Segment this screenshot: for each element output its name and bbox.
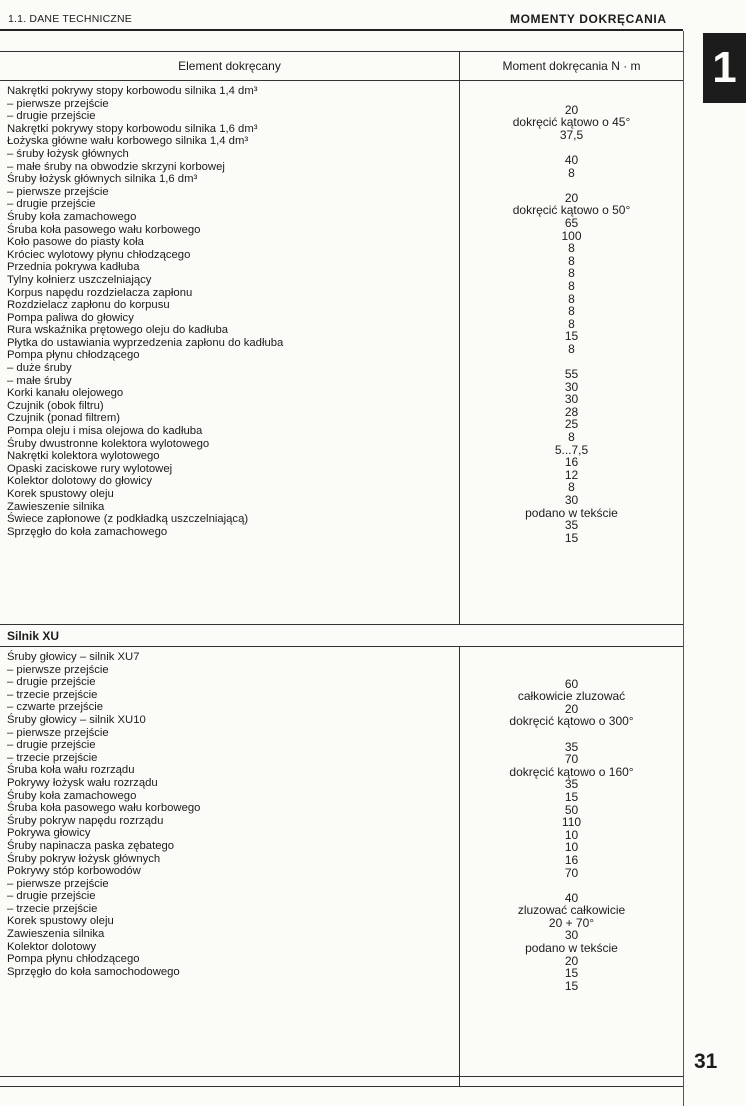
element-name: Śruby głowicy – silnik XU10 bbox=[7, 713, 146, 726]
element-name: Sprzęgło do koła samochodowego bbox=[7, 965, 180, 978]
element-name: Zawieszenie silnika bbox=[7, 500, 105, 513]
element-name: Pokrywy łożysk wału rozrządu bbox=[7, 776, 158, 789]
element-name: Płytka do ustawiania wyprzedzenia zapłonu do kadłuba bbox=[7, 336, 284, 349]
element-name: Rura wskaźnika prętowego oleju do kadłuba bbox=[7, 324, 229, 337]
element-name: Śruby głowicy – silnik XU7 bbox=[7, 651, 140, 663]
torque-value: 30 bbox=[564, 379, 579, 394]
element-name: Korpus napędu rozdzielacza zapłonu bbox=[7, 286, 193, 299]
margin-rule bbox=[683, 31, 684, 1106]
element-name: – śruby łożysk głównych bbox=[7, 147, 129, 160]
torque-value: 5...7,5 bbox=[554, 442, 589, 457]
element-name: – małe śruby na obwodzie skrzyni korbowej bbox=[7, 160, 225, 173]
element-name: Śruba koła pasowego wału korbowego bbox=[7, 223, 201, 236]
element-name: Śruby dwustronne kolektora wylotowego bbox=[7, 437, 210, 450]
torque-value: 35 bbox=[564, 518, 579, 533]
element-name: – drugie przejście bbox=[7, 198, 96, 211]
element-name: Tylny kołnierz uszczelniający bbox=[7, 273, 152, 286]
torque-value: 35 bbox=[564, 777, 579, 792]
torque-value: 50 bbox=[564, 802, 579, 817]
element-name: Nakrętki pokrywy stopy korbowodu silnika 1,4 dm³ bbox=[7, 85, 258, 97]
element-name: Kolektor dolotowy do głowicy bbox=[7, 475, 153, 488]
torque-value: 55 bbox=[564, 367, 579, 382]
element-name: Śruba koła wału rozrządu bbox=[7, 764, 135, 777]
torque-value: 20 bbox=[564, 190, 579, 205]
torque-value: 28 bbox=[564, 404, 579, 419]
element-name: Króciec wylotowy płynu chłodzącego bbox=[7, 248, 191, 261]
element-name: Pompa paliwa do głowicy bbox=[7, 311, 134, 324]
torque-value: 10 bbox=[564, 840, 579, 855]
torque-value bbox=[460, 91, 683, 104]
element-name: Łożyska główne wału korbowego silnika 1,4 dm³ bbox=[7, 135, 249, 148]
torque-value: dokręcić kątowo o 45° bbox=[512, 115, 631, 130]
torque-value: 30 bbox=[564, 493, 579, 507]
element-name: Korek spustowy oleju bbox=[7, 915, 114, 928]
torque-value: 15 bbox=[564, 329, 579, 344]
torque-value: 70 bbox=[564, 865, 579, 880]
element-name: Sprzęgło do koła zamachowego bbox=[7, 525, 168, 538]
torque-value: zluzować całkowicie bbox=[517, 903, 626, 918]
element-name: Śruby koła zamachowego bbox=[7, 789, 137, 802]
torque-value: 35 bbox=[564, 739, 579, 754]
torque-value bbox=[460, 728, 683, 741]
page-number: 31 bbox=[694, 1050, 718, 1073]
element-name: – małe śruby bbox=[7, 374, 72, 387]
element-name: Pokrywy stóp korbowodów bbox=[7, 865, 141, 878]
element-name: Pokrywa głowicy bbox=[7, 827, 91, 840]
column-header-moment: Moment dokręcania N · m bbox=[502, 59, 641, 73]
element-name: Zawieszenia silnika bbox=[7, 928, 105, 941]
torque-value: 65 bbox=[564, 215, 579, 230]
element-name: Pompa oleju i misa olejowa do kadłuba bbox=[7, 425, 203, 438]
torque-value: 20 bbox=[564, 701, 579, 716]
torque-value: 110 bbox=[561, 815, 582, 830]
element-name: – drugie przejście bbox=[7, 890, 96, 903]
chapter-tab: 1 bbox=[703, 33, 746, 103]
element-name: – drugie przejście bbox=[7, 739, 96, 752]
torque-value: 40 bbox=[564, 152, 579, 167]
element-name: – pierwsze przejście bbox=[7, 877, 109, 890]
torque-value: 10 bbox=[564, 827, 579, 842]
torque-value: dokręcić kątowo o 160° bbox=[509, 764, 634, 779]
element-name: Pompa płynu chłodzącego bbox=[7, 349, 140, 362]
torque-value: 8 bbox=[568, 253, 575, 268]
element-name: – pierwsze przejście bbox=[7, 185, 109, 198]
torque-value: 40 bbox=[564, 890, 579, 905]
element-name: Czujnik (obok filtru) bbox=[7, 399, 104, 412]
torque-value: 15 bbox=[564, 789, 579, 804]
torque-value bbox=[460, 179, 683, 192]
torque-value: 20 + 70° bbox=[548, 915, 595, 930]
element-name: Rozdzielacz zapłonu do korpusu bbox=[7, 299, 170, 312]
element-name: Pompa płynu chłodzącego bbox=[7, 953, 140, 966]
element-name: Czujnik (ponad filtrem) bbox=[7, 412, 121, 425]
torque-value: dokręcić kątowo o 300° bbox=[509, 714, 634, 729]
torque-value: 30 bbox=[564, 392, 579, 407]
element-name: – pierwsze przejście bbox=[7, 663, 109, 676]
element-name: – pierwsze przejście bbox=[7, 726, 109, 739]
section-heading: 1.1. DANE TECHNICZNE bbox=[8, 13, 132, 25]
element-name: Śruby koła zamachowego bbox=[7, 210, 137, 223]
torque-value: 8 bbox=[568, 291, 575, 306]
element-name: – trzecie przejście bbox=[7, 902, 98, 915]
element-name: Śruby pokryw łożysk głównych bbox=[7, 852, 161, 865]
element-name: – drugie przejście bbox=[7, 110, 96, 123]
table-header bbox=[0, 51, 683, 81]
page-title: MOMENTY DOKRĘCANIA bbox=[510, 12, 667, 26]
element-name: Śruby napinacza paska zębatego bbox=[7, 839, 175, 852]
section-title-row bbox=[0, 625, 683, 647]
element-name: Korek spustowy oleju bbox=[7, 488, 114, 500]
element-name: Koło pasowe do piasty koła bbox=[7, 236, 144, 249]
torque-value bbox=[460, 879, 683, 892]
torque-value: 8 bbox=[568, 480, 575, 495]
torque-value: 8 bbox=[568, 278, 575, 293]
torque-value: 37,5 bbox=[559, 127, 584, 142]
element-name: Świece zapłonowe (z podkładką uszczelniającą) bbox=[7, 513, 249, 526]
element-name: Śruby pokryw napędu rozrządu bbox=[7, 814, 164, 827]
torque-value bbox=[460, 665, 683, 678]
element-name: Nakrętki kolektora wylotowego bbox=[7, 450, 160, 463]
element-name: Przednia pokrywa kadłuba bbox=[7, 261, 140, 274]
header-rule bbox=[0, 29, 683, 31]
element-name: Śruby łożysk głównych silnika 1,6 dm³ bbox=[7, 173, 198, 186]
torque-table bbox=[0, 51, 683, 1087]
torque-value: 16 bbox=[564, 852, 579, 867]
moment-list bbox=[460, 665, 683, 992]
torque-value: 8 bbox=[568, 341, 575, 356]
element-name: Kolektor dolotowy bbox=[7, 940, 97, 953]
torque-value: 20 bbox=[564, 953, 579, 968]
torque-value: 60 bbox=[564, 676, 579, 691]
torque-value: całkowicie zluzować bbox=[517, 689, 626, 704]
moment-list bbox=[460, 91, 683, 544]
torque-value: 15 bbox=[564, 966, 579, 981]
torque-value: 8 bbox=[568, 430, 575, 445]
torque-value: podano w tekście bbox=[525, 505, 618, 520]
torque-value: 8 bbox=[568, 165, 575, 180]
element-name: – trzecie przejście bbox=[7, 751, 98, 764]
torque-value: 70 bbox=[564, 752, 579, 767]
column-header-element: Element dokręcany bbox=[178, 59, 281, 73]
table-section-main bbox=[0, 81, 683, 625]
element-name: Nakrętki pokrywy stopy korbowodu silnika 1,6 dm³ bbox=[7, 122, 258, 135]
torque-value: 16 bbox=[564, 455, 579, 470]
torque-value: 8 bbox=[568, 241, 575, 256]
torque-value: 12 bbox=[564, 467, 579, 482]
element-list bbox=[7, 651, 457, 978]
torque-value: 25 bbox=[564, 417, 579, 432]
torque-value: 100 bbox=[561, 228, 582, 243]
element-name: Opaski zaciskowe rury wylotowej bbox=[7, 462, 173, 475]
torque-value: 15 bbox=[564, 978, 579, 993]
table-section-xu bbox=[0, 647, 683, 1087]
element-list bbox=[7, 85, 457, 538]
element-name: – czwarte przejście bbox=[7, 701, 104, 714]
element-name: – drugie przejście bbox=[7, 676, 96, 689]
element-name: – trzecie przejście bbox=[7, 688, 98, 701]
torque-value: 8 bbox=[568, 266, 575, 281]
torque-value: 30 bbox=[564, 928, 579, 943]
element-name: – duże śruby bbox=[7, 362, 72, 375]
section-title: Silnik XU bbox=[7, 629, 60, 643]
torque-value: 20 bbox=[564, 102, 579, 117]
torque-value: 15 bbox=[564, 530, 579, 545]
torque-value: dokręcić kątowo o 50° bbox=[512, 203, 631, 218]
footer-rule bbox=[0, 1076, 683, 1077]
element-name: Śruba koła pasowego wału korbowego bbox=[7, 802, 201, 815]
element-name: – pierwsze przejście bbox=[7, 97, 109, 110]
torque-value: 8 bbox=[568, 304, 575, 319]
element-name: Korki kanału olejowego bbox=[7, 387, 124, 400]
torque-value: podano w tekście bbox=[525, 941, 618, 956]
torque-value: 8 bbox=[568, 316, 575, 331]
